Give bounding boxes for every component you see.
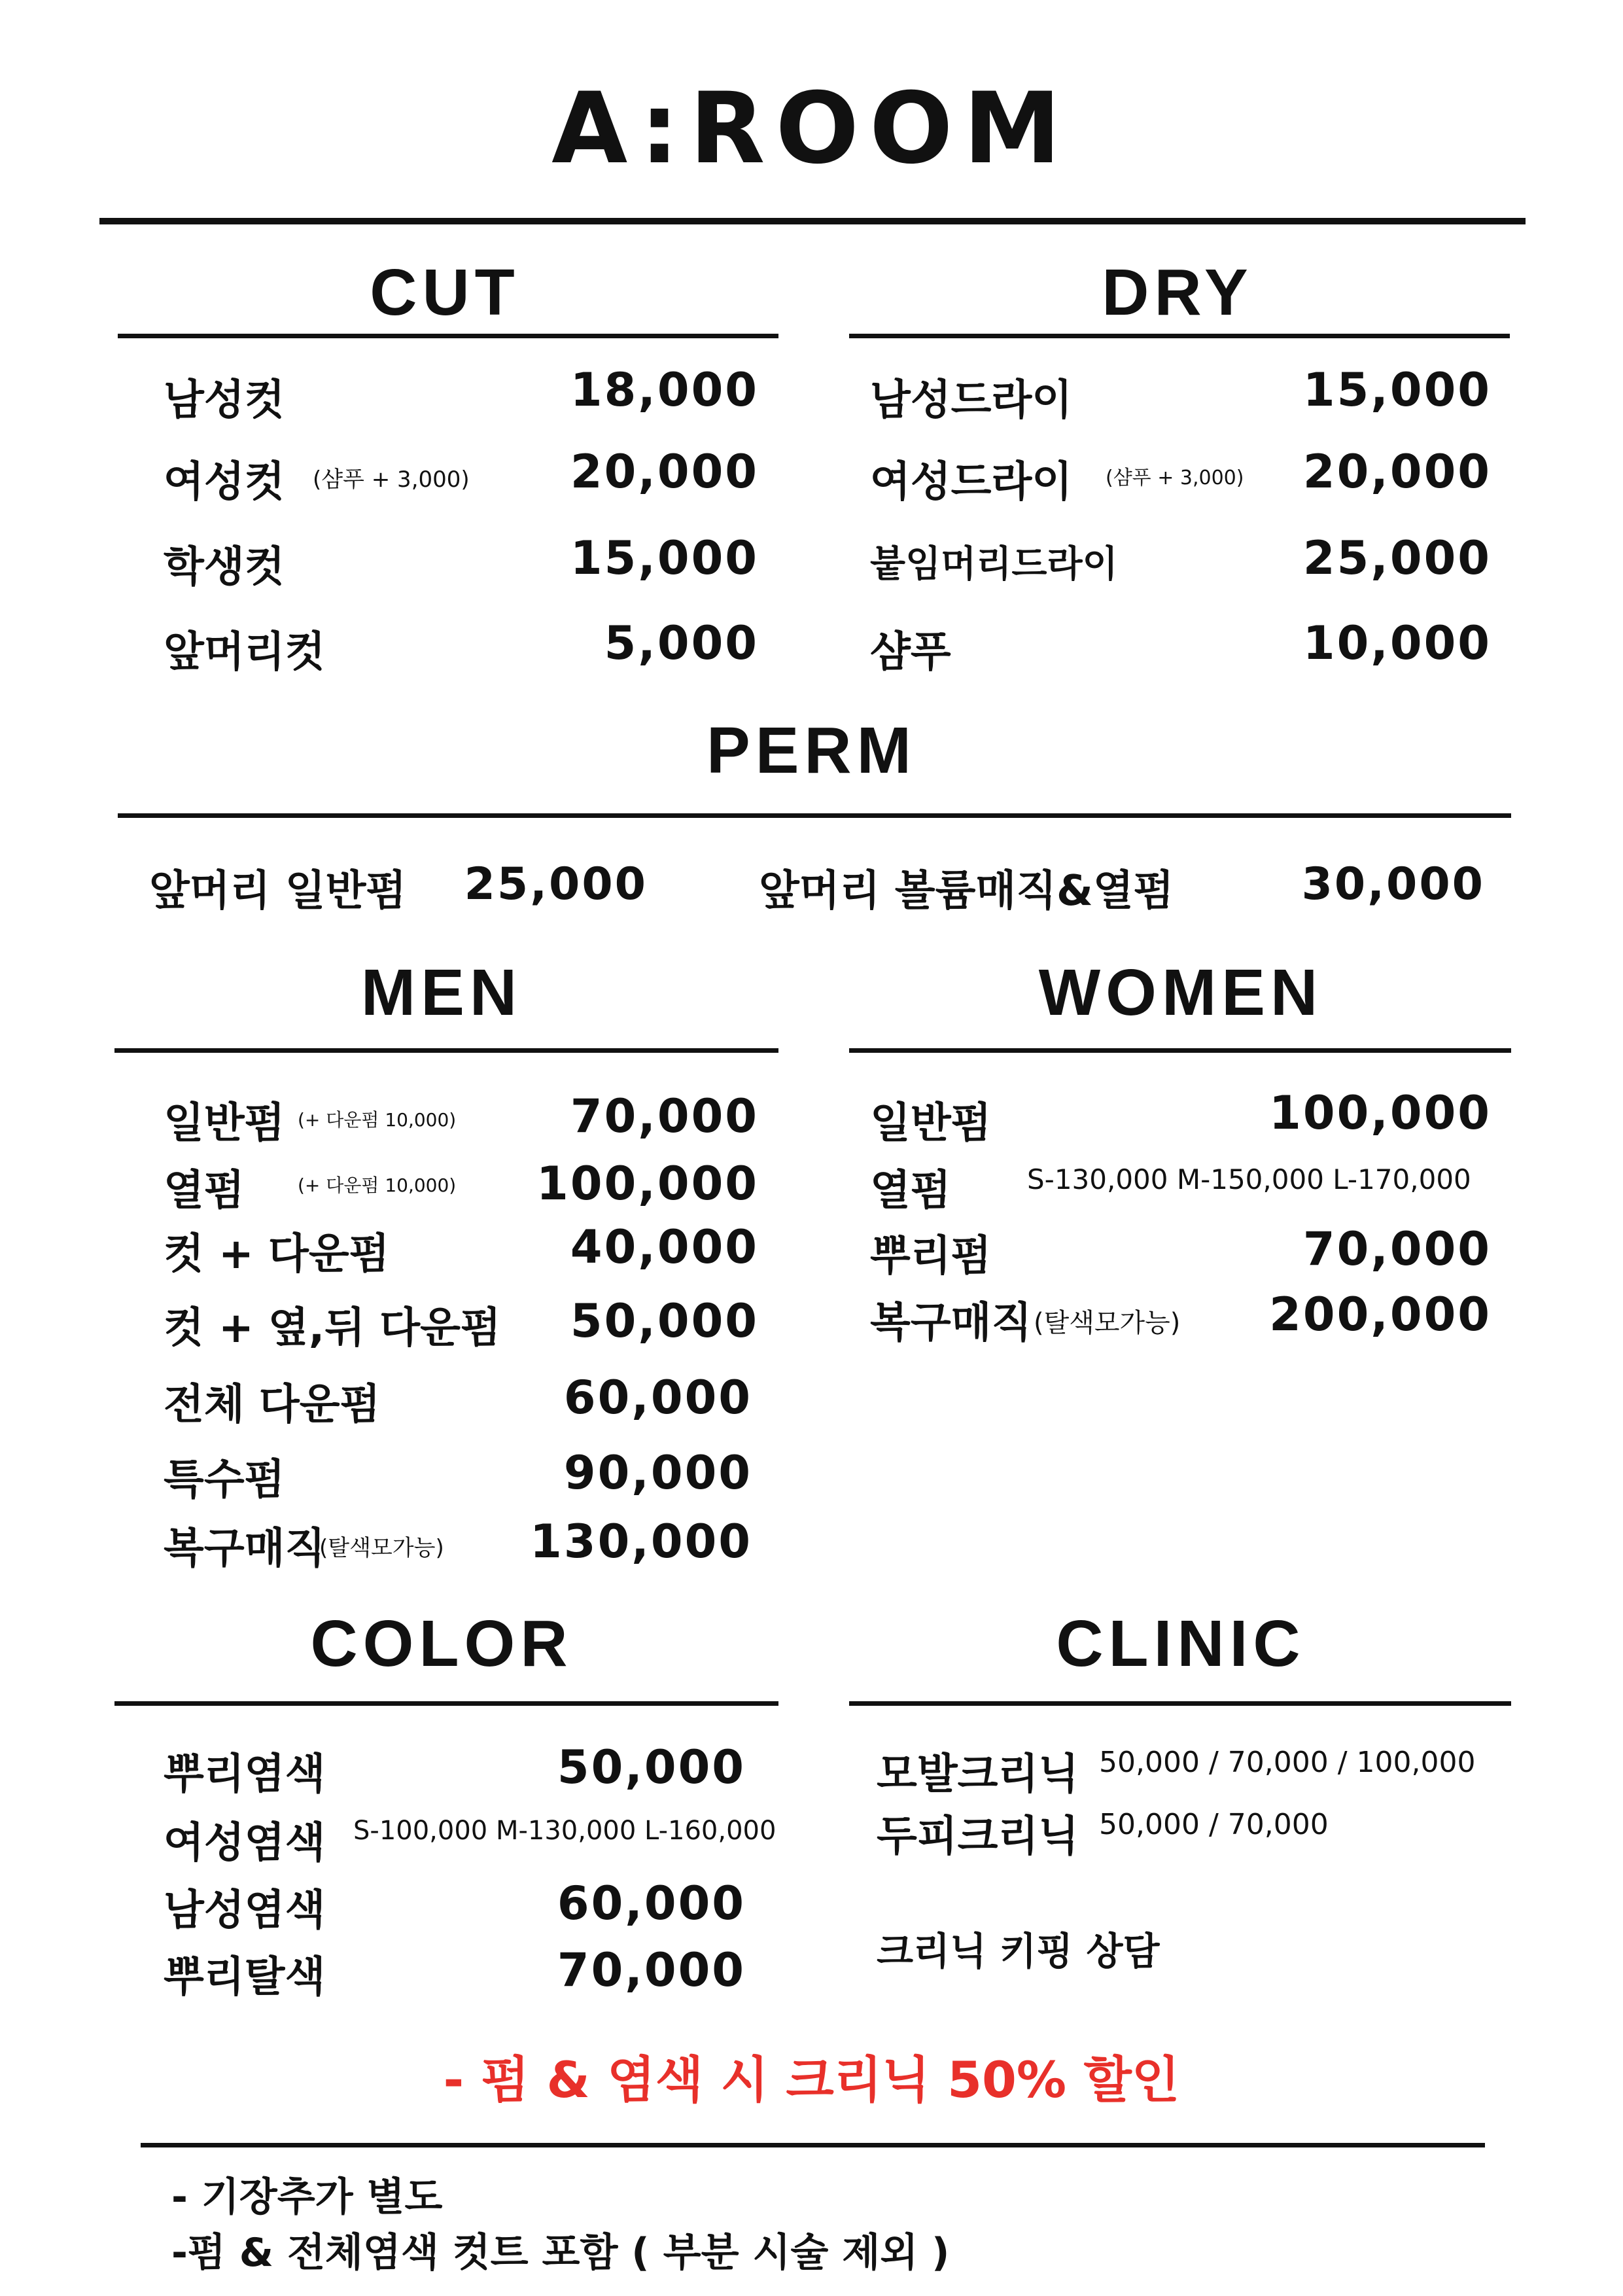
list-item-name: 앞머리컷	[164, 628, 326, 677]
list-item-price: 20,000	[1302, 445, 1492, 499]
list-item-name: 여성컷	[164, 458, 285, 506]
list-item-note: (+ 다운펌 10,000)	[298, 1174, 457, 1196]
bangs-perm-price: 25,000	[464, 858, 648, 910]
list-item-name: 뿌리탈색	[164, 1953, 326, 2002]
men-section-title: MEN	[360, 956, 523, 1029]
list-item-price: 50,000	[557, 1740, 746, 1794]
list-item-name: 남성드라이	[870, 376, 1073, 425]
clinic-section-title: CLINIC	[1056, 1607, 1306, 1680]
clinic-section-rule	[849, 1701, 1511, 1706]
color-section-title: COLOR	[310, 1607, 573, 1680]
list-item-price: 25,000	[1302, 531, 1492, 585]
list-item-price: 40,000	[570, 1220, 759, 1274]
bottom-divider	[141, 2143, 1485, 2147]
list-item-price: 200,000	[1269, 1288, 1492, 1341]
women-section-rule	[849, 1048, 1511, 1053]
list-item-name: 컷 + 다운펌	[164, 1230, 390, 1279]
list-item-name: 여성염색	[164, 1819, 326, 1867]
list-item-name: 전체 다운펌	[164, 1381, 381, 1429]
list-item-price: 10,000	[1302, 616, 1492, 670]
list-item-name: 뿌리펌	[870, 1232, 992, 1280]
list-item-price: 50,000 / 70,000 / 100,000	[1099, 1746, 1476, 1779]
list-item-price: 50,000 / 70,000	[1099, 1808, 1329, 1841]
list-item-name: 열펌	[870, 1167, 951, 1215]
list-item-name: 특수펌	[164, 1456, 285, 1504]
list-item-name: 남성염색	[164, 1886, 326, 1935]
dry-section-rule	[849, 334, 1510, 338]
list-item-note: (샴푸 + 3,000)	[1106, 467, 1244, 489]
list-item-note: (탈색모가능)	[319, 1535, 444, 1561]
bangs-perm-name: 앞머리 일반펌	[149, 867, 407, 915]
list-item-price: 5,000	[604, 616, 759, 670]
promo-discount-text: - 펌 & 염색 시 크리닉 50% 할인	[443, 2051, 1180, 2109]
list-item-sizes: S-130,000 M-150,000 L-170,000	[1027, 1163, 1471, 1195]
list-item-price: 15,000	[570, 531, 759, 585]
women-section-title: WOMEN	[1038, 956, 1323, 1029]
bangs-volume-price: 30,000	[1301, 858, 1485, 910]
list-item-price: 15,000	[1302, 363, 1492, 417]
list-item-name: 학생컷	[164, 543, 285, 592]
list-item-name: 붙임머리드라이	[870, 543, 1118, 586]
list-item-sizes: S-100,000 M-130,000 L-160,000	[353, 1816, 777, 1846]
top-divider	[99, 218, 1526, 224]
list-item-name: 두피크리닉	[877, 1812, 1079, 1861]
list-item-name: 뿌리염색	[164, 1750, 326, 1799]
list-item-name: 모발크리닉	[877, 1750, 1079, 1799]
list-item-name: 남성컷	[164, 376, 285, 425]
list-item-name: 열펌	[164, 1167, 245, 1215]
list-item-name: 복구매직	[870, 1299, 1032, 1347]
list-item-price: 60,000	[557, 1877, 746, 1930]
list-item-name: 복구매직	[164, 1525, 326, 1573]
list-item-price: 50,000	[570, 1294, 759, 1348]
list-item-price: 130,000	[530, 1515, 752, 1568]
list-item-price: 70,000	[1302, 1222, 1492, 1276]
list-item-note: (탈색모가능)	[1034, 1308, 1181, 1338]
list-item-name: 일반펌	[164, 1099, 285, 1148]
list-item-name: 샴푸	[870, 628, 951, 677]
cut-section-rule	[118, 334, 778, 338]
shop-logo: A:ROOM	[551, 72, 1072, 186]
list-item-price: 20,000	[570, 445, 759, 499]
perm-section-rule	[118, 813, 1511, 818]
footer-note: -펌 & 전체염색 컷트 포함 ( 부분 시술 제외 )	[171, 2230, 950, 2276]
list-item-note: (샴푸 + 3,000)	[313, 467, 470, 493]
list-item-price: 18,000	[570, 363, 759, 417]
perm-section-title: PERM	[707, 714, 916, 787]
list-item-price: 90,000	[563, 1446, 752, 1500]
list-item-price: 100,000	[536, 1157, 759, 1210]
list-item-price: 60,000	[563, 1371, 752, 1424]
footer-note: - 기장추가 별도	[171, 2174, 443, 2220]
list-item-price: 70,000	[557, 1943, 746, 1997]
color-section-rule	[114, 1701, 778, 1706]
list-item-price: 100,000	[1269, 1086, 1492, 1140]
list-item-name: 일반펌	[870, 1099, 992, 1148]
bangs-volume-name: 앞머리 볼륨매직&열펌	[759, 867, 1174, 915]
list-item-price: 70,000	[570, 1089, 759, 1143]
men-section-rule	[114, 1048, 778, 1053]
list-item-note: (+ 다운펌 10,000)	[298, 1109, 457, 1131]
dry-section-title: DRY	[1102, 256, 1253, 329]
list-item-name: 여성드라이	[870, 458, 1073, 506]
clinic-keeping-note: 크리닉 키핑 상담	[877, 1929, 1160, 1973]
list-item-name: 컷 + 옆,뒤 다운펌	[164, 1304, 501, 1352]
cut-section-title: CUT	[370, 256, 520, 329]
